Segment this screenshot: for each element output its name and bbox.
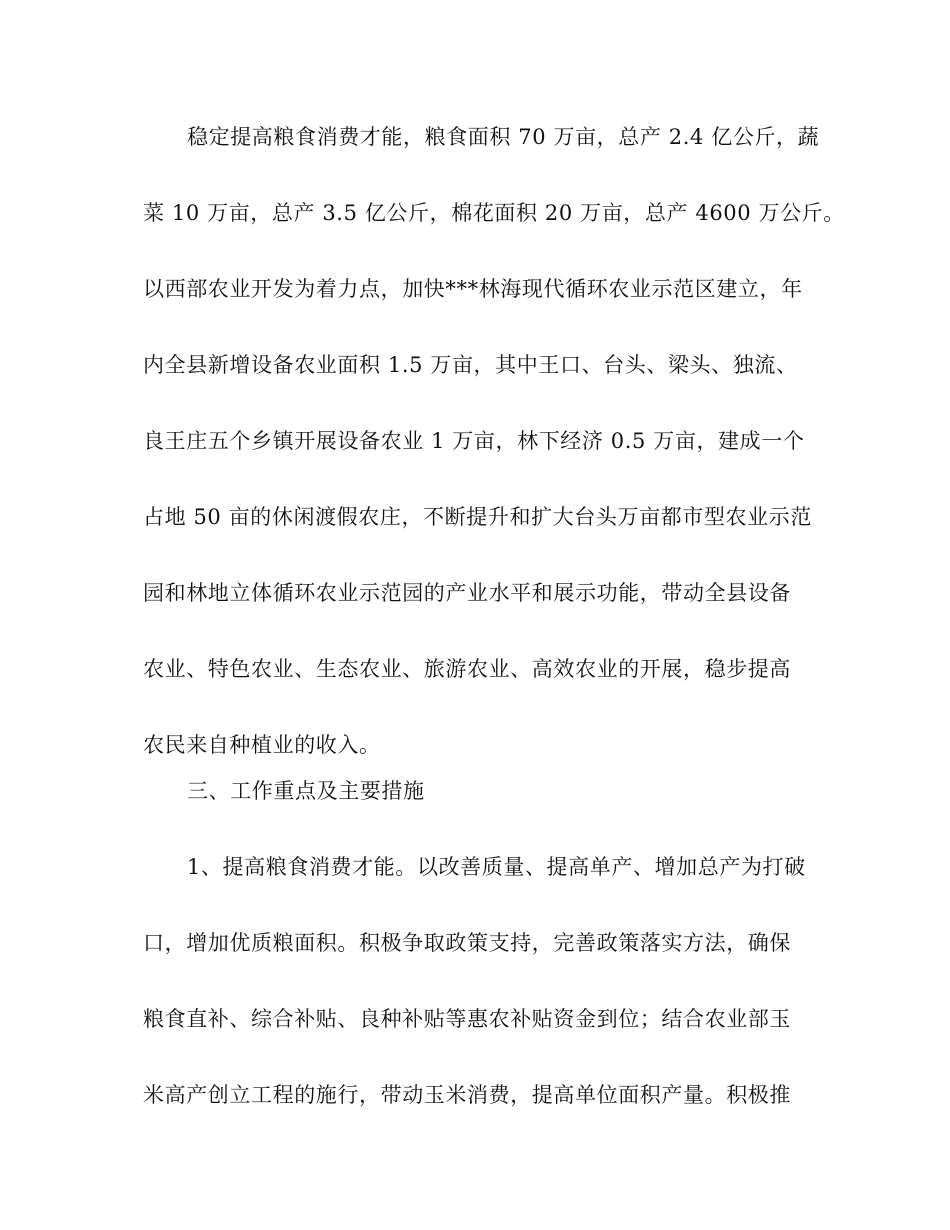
text-line: 占地 50 亩的休闲渡假农庄，不断提升和扩大台头万亩都市型农业示范 bbox=[143, 505, 812, 529]
section-heading-text: 三、工作重点及主要措施 bbox=[187, 779, 425, 803]
paragraph-grain-measures bbox=[143, 851, 810, 1107]
paragraph-production-targets bbox=[143, 125, 845, 757]
text-line: 内全县新增设备农业面积 1.5 万亩，其中王口、台头、梁头、独流、 bbox=[143, 353, 798, 377]
text-line: 菜 10 万亩，总产 3.5 亿公斤，棉花面积 20 万亩，总产 4600 万公斤。 bbox=[143, 201, 845, 225]
text-line: 粮食直补、综合补贴、良种补贴等惠农补贴资金到位；结合农业部玉 bbox=[143, 1007, 791, 1031]
text-line: 口，增加优质粮面积。积极争取政策支持，完善政策落实方法，确保 bbox=[143, 931, 791, 955]
text-line: 以西部农业开发为着力点，加快***林海现代循环农业示范区建立，年 bbox=[143, 277, 803, 301]
text-line: 稳定提高粮食消费才能，粮食面积 70 万亩，总产 2.4 亿公斤，蔬 bbox=[187, 125, 820, 149]
text-line: 园和林地立体循环农业示范园的产业水平和展示功能，带动全县设备 bbox=[143, 581, 791, 605]
text-line: 农民来自种植业的收入。 bbox=[143, 733, 381, 757]
text-line: 良王庄五个乡镇开展设备农业 1 万亩，林下经济 0.5 万亩，建成一个 bbox=[143, 429, 805, 453]
text-line: 米高产创立工程的施行，带动玉米消费，提高单位面积产量。积极推 bbox=[143, 1083, 791, 1107]
section-heading bbox=[143, 775, 810, 803]
text-line: 农业、特色农业、生态农业、旅游农业、高效农业的开展，稳步提高 bbox=[143, 657, 791, 681]
text-line: 1、提高粮食消费才能。以改善质量、提高单产、增加总产为打破 bbox=[187, 855, 806, 879]
